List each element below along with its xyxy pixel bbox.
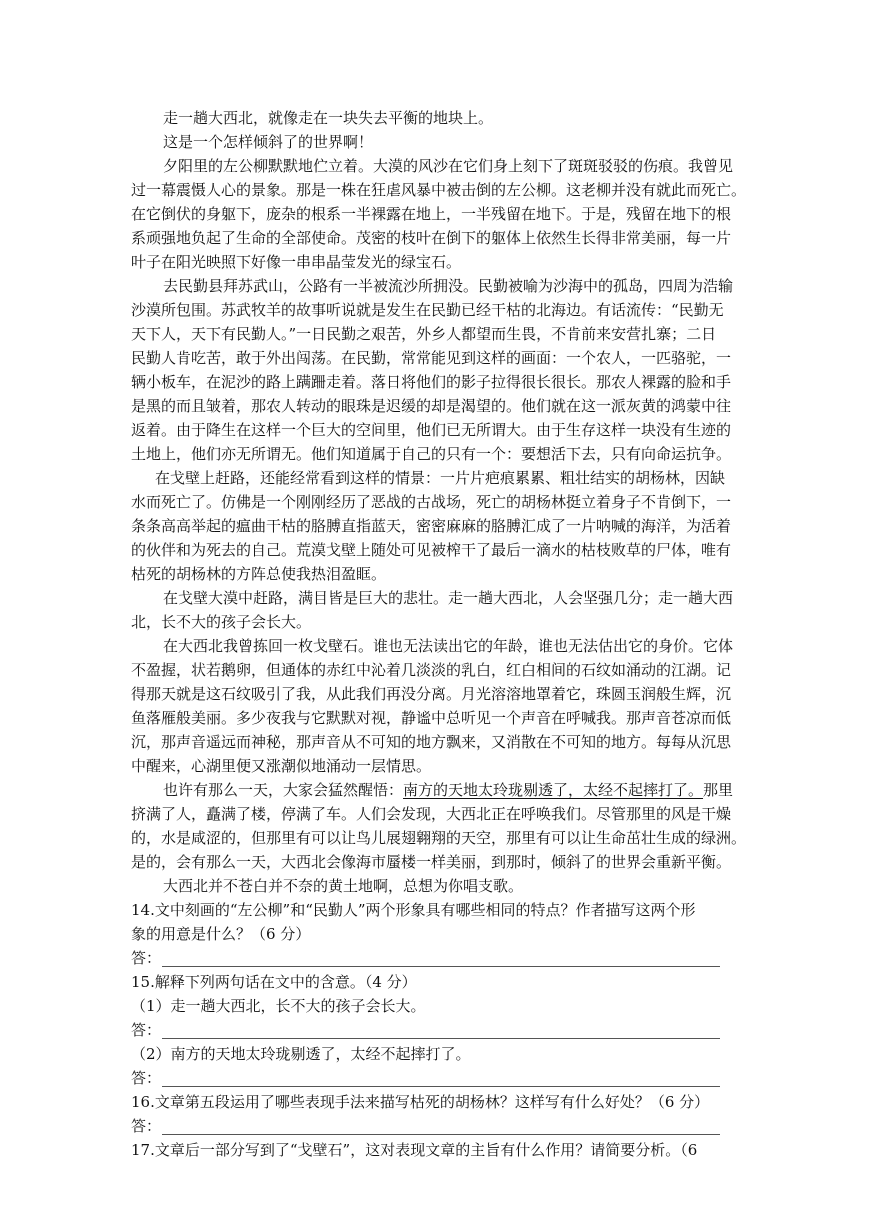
answer-line-15-2[interactable] [162,1086,720,1087]
essay-line: 辆小板车，在泥沙的路上蹒跚走着。落日将他们的影子拉得很长很长。那农人裸露的脸和手 [131,373,732,391]
essay-line: 系顽强地负起了生命的全部使命。茂密的枝叶在倒下的躯体上依然生长得非常美丽，每一片 [131,229,732,247]
answer-line-14[interactable] [162,966,720,967]
essay-line: 条条高高举起的瘟曲干枯的胳膊直指蓝天，密密麻麻的胳膊汇成了一片呐喊的海洋，为活着 [131,517,732,535]
essay-line: 返着。由于降生在这样一个巨大的空间里，他们已无所谓大。由于生存这样一块没有生迹的 [131,421,732,439]
answer-label: 答： [131,1021,162,1039]
essay-line: 大西北并不苍白并不奈的黄土地啊，总想为你唱支歌。 [163,877,524,895]
essay-line-suffix: 那里 [703,781,734,799]
question-14-line-1: 14.文中刻画的“左公柳”和“民勤人”两个形象具有哪些相同的特点？作者描写这两个形 [131,901,696,919]
essay-line: 枯死的胡杨林的方阵总使我热泪盈眶。 [131,565,387,583]
essay-line: 叶子在阳光映照下好像一串串晶莹发光的绿宝石。 [131,253,462,271]
essay-line: 在戈壁大漠中赶路，满目皆是巨大的悲壮。走一趟大西北，人会坚强几分；走一趟大西 [163,589,734,607]
essay-line: 这是一个怎样倾斜了的世界啊！ [163,133,374,151]
essay-line-underlined-sentence [163,778,733,802]
question-15-1: （1）走一趟大西北，长不大的孩子会长大。 [131,997,426,1015]
essay-line: 北，长不大的孩子会长大。 [131,613,312,631]
essay-line: 过一幕震慑人心的景象。那是一株在狂虐风暴中被击倒的左公柳。这老柳并没有就此而死亡。 [131,181,747,199]
essay-line: 民勤人肯吃苦，敢于外出闯荡。在民勤，常常能见到这样的画面：一个农人，一匹骆驼，一 [131,349,732,367]
question-16: 16.文章第五段运用了哪些表现手法来描写枯死的胡杨林？这样写有什么好处？（6 分） [131,1093,710,1111]
essay-line: 天下人，天下有民勤人。”一日民勤之艰苦，外乡人都望而生畏，不肯前来安营扎寨；二日 [131,325,717,343]
essay-line: 在它倒伏的身躯下，庞杂的根系一半裸露在地上，一半残留在地下。于是，残留在地下的根 [131,205,732,223]
essay-line: 沙漠所包围。苏武牧羊的故事听说就是发生在民勤已经干枯的北海边。有话流传：“民勤无 [131,301,724,319]
question-17: 17.文章后一部分写到了“戈壁石”，这对表现文章的主旨有什么作用？请简要分析。（6 [131,1141,698,1159]
answer-label: 答： [131,1069,162,1087]
essay-line: 夕阳里的左公柳默默地伫立着。大漠的风沙在它们身上刻下了斑斑驳驳的伤痕。我曾见 [163,157,734,175]
essay-line: 不盈握，状若鹅卵，但通体的赤红中沁着几淡淡的乳白，红白相间的石纹如涌动的江湖。记 [131,661,732,679]
underlined-sentence: 南方的天地太玲珑剔透了，太经不起摔打了。 [403,781,704,799]
answer-line-15-1[interactable] [162,1038,720,1039]
essay-line: 土地上，他们亦无所谓无。他们知道属于自己的只有一个：要想活下去，只有向命运抗争。 [131,445,732,463]
essay-line: 是黑的而且皱着，那农人转动的眼珠是迟缓的却是渴望的。他们就在这一派灰黄的鸿蒙中往 [131,397,732,415]
essay-line: 走一趟大西北，就像走在一块失去平衡的地块上。 [163,109,494,127]
essay-line: 沉，那声音遥远而神秘，那声音从不可知的地方飘来，又消散在不可知的地方。每每从沉思 [131,733,732,751]
answer-label: 答： [131,949,162,967]
question-14-line-2: 象的用意是什么？（6 分） [131,925,311,943]
essay-line: 去民勤县拜苏武山，公路有一半被流沙所拥没。民勤被喻为沙海中的孤岛，四周为浩输 [163,277,734,295]
question-15: 15.解释下列两句话在文中的含意。（4 分） [131,973,417,991]
answer-line-16[interactable] [162,1134,720,1135]
essay-line: 水而死亡了。仿佛是一个刚刚经历了恶战的古战场，死亡的胡杨林挺立着身子不肯倒下，一 [131,493,732,511]
essay-line: 中醒来，心湖里便又涨潮似地涌动一层情思。 [131,757,432,775]
essay-line: 是的，会有那么一天，大西北会像海市蜃楼一样美丽，到那时，倾斜了的世界会重新平衡。 [131,853,732,871]
question-15-2: （2）南方的天地太玲珑剔透了，太经不起摔打了。 [131,1045,471,1063]
answer-label: 答： [131,1117,162,1135]
essay-line-prefix: 也许有那么一天，大家会猛然醒悟： [163,781,404,799]
essay-line: 在大西北我曾拣回一枚戈壁石。谁也无法读出它的年龄，谁也无法估出它的身价。它体 [163,637,734,655]
essay-line: 鱼落雁般美丽。多少夜我与它默默对视，静谧中总听见一个声音在呼喊我。那声音苍凉而低 [131,709,732,727]
essay-line: 的，水是咸涩的，但那里有可以让鸟儿展翅翱翔的天空，那里有可以让生命茁壮生成的绿洲。 [131,829,747,847]
essay-line: 在戈壁上赶路，还能经常看到这样的情景：一片片疤痕累累、粗壮结实的胡杨林，因缺 [155,469,726,487]
essay-line: 挤满了人，矗满了楼，停满了车。人们会发现，大西北正在呼唤我们。尽管那里的风是干燥 [131,805,732,823]
essay-line: 的伙伴和为死去的自己。荒漠戈壁上随处可见被榨干了最后一滴水的枯枝败草的尸体，唯有 [131,541,732,559]
essay-line: 得那天就是这石纹吸引了我，从此我们再没分离。月光溶溶地罩着它，珠圆玉润般生辉，沉 [131,685,732,703]
